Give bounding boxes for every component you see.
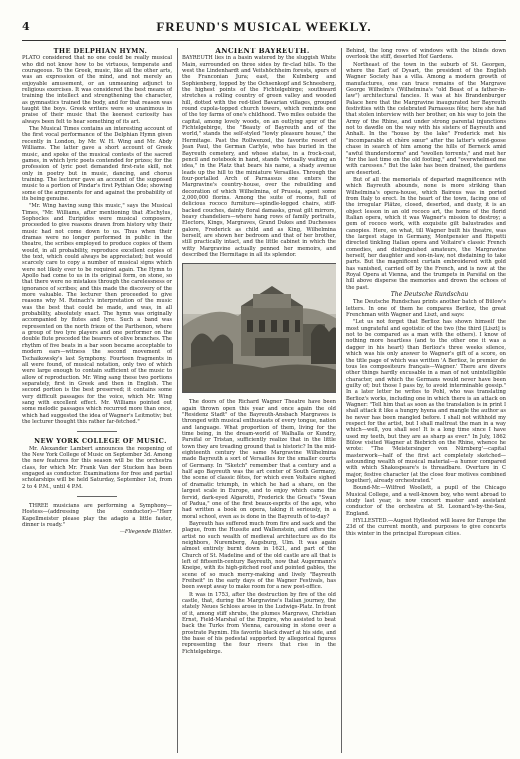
article-paragraph: Bayreuth has suffered much from fire and sack and the plague, from the Hussite and Wallenstein, and offers the artist no such wealth of medieval architecture as do its neighbors, Nuremberg, Augsburg, Ulm. It was again almost entirely burnt down in 1621, and part of the Church of St. Madeline and of the old castle are all that is left of fifteenth-century Bayreuth, now that Augermann's Kneipe, with its high-pitched roof and pointed gables, the scene of so much merry-making and lively "Bayreuth Freiheit" in the early days of the Wagner Festivals, has been swept away to make room for a new post-office. [182, 520, 336, 591]
newspaper-page [22, 18, 506, 753]
news-item: Bound-Mr.—Wilfred Woollett, a pupil of the Chicago Musical College, and a well-known boy, who went abroad to study last year, is now concert master and assistant conductor of the orchestra at St. Leonard's-by-the-Sea, England. [346, 485, 506, 517]
article-paragraph: But of all the memorials of departed magnificence with which Bayreuth abounds, none is more striking than Wilhelmina's opera-house, which Baireus was in ported from Italy to erect. In the heart of the town, facing one of the irregular Plätze, closed, deserted, and dusty, it is an object lesson in an old rococo art, the home of the florid Italian opera, which it was Wagner's mission to destroy; a gem of rococo work, with exquisite gilt balustrades and canopies. Here, on what, till Wagner built his theatre, was the largest stage in Germany, Montpensier and Rispetti directed tinkling Italian opera and Voltaire's classic French comedies, and distinguished amateurs, the Margravine herself, her daughter and son-in-law, not disdaining to take parts. But the magnificent curtain embroidered with gold has vanished, carried off by the French, and is now at the Royal Opera at Vienna, and the trumpets in Parsifal on the hill above disperse the memories and drown the echoes of the past. [346, 176, 506, 291]
masthead [22, 18, 506, 41]
article-paragraph: "Let us not forget that Berlioz has shown himself the most ungrateful and egotistic of the two (the third [Liszt] is not to be compared as a man with the others). I know of nothing more heartless (and to the other one it was a dagger in his heart) than Berlioz's three weeks silence, which was his only answer to Wagner's gift of a score, on the title page of which was written 'A Berlioz, le premier de tous les compositeurs français—Wagner.' There are divers other things hardly excusable in a man of not unintelligible character, and which the Germans would never have been guilty of; but those I pass by, to avoid interminable gossip." In a later letter he writes to Pohl, who was translating Berlioz's works, including one in which there is an attack on Wagner: "Tell him that as soon as the translation is in print I shall attack it like a hungry hyena and mangle the author as he never has been mangled before. I shall not withhold my respect for the artist, but I shall maltreat the man in a way which—well, you shall see! It is a long time since I have used my teeth, but they are as sharp as ever." In July, 1862 Bülow visited Wagner at Biebrich on the Rhine, whence he wrote: "The 'Meistersinger von Nürnberg'—capital masterwork—half of the first act completely sketched—astounding wealth of musical material—a humor compared with which Shakespeare's is threadbare. Overture in C major, festive character (at the close four motives combined together), already orchestrated." [346, 319, 506, 485]
article-heading-ancient-bayreuth: ANCIENT BAYREUTH. [215, 48, 310, 55]
page-number: 4 [22, 20, 30, 33]
news-item: HYLLESTED.—August Hyllested will leave for Europe the 23d of the current month, and purposes to give concerts this winter in the principal European cities. [346, 518, 506, 537]
article-paragraph: The Deutsche Rundschau prints another batch of Bülow's letters. In one of them he compares Berlioz, the great Frenchman with Wagner and Liszt, and says: [346, 299, 506, 319]
anecdote-source: —Fliegende Blätter. [119, 529, 172, 536]
article-paragraph: PLATO considered that no one could be really musical who did not know how to be virtuous, temperate and courageous. To the Greek, music, like all the other arts, was an expression of the mind, and not merely an enjoyable amusement, or an unmeaning adjunct to religious exercises. It was considered the best means of training the intellect and strengthening the character, as gymnastics trained the body, and for that reason was taught the boys. Greek writers were so unanimous in praise of their music that the keenest curiosity has always been felt to hear something of its art. [22, 55, 172, 125]
theatre-engraving-image [183, 264, 336, 392]
article-paragraph: BAYREUTH lies in a basin watered by the sluggish White Main, surrounded on three sides by fir-clad hills. To the west the Lindenhardt and Veitshöchheim forests, spurs of the Franconian Jura; east, the Kulmberg and Sophienberg, topped by the Ochsenkopf and Schneeberg, the highest points of the Fichtelgebirge; southward stretches a rolling country of green valley and wooded hill, dotted with the red-tiled Bavarian villages, grouped round cupola-topped church towers, which reminds one of the toy farms of one's childhood. Two miles outside the capital, among lovely woods, on an outlying spur of the Fichtelgebirge, the "Beauty of Bayreuth and of the world," stands the self-styled "lowly pleasure house," the Hermitage. Past the Rollwenzel, the favorite resort of Jean Paul, the German Carlyle, who has buried in the Bayreuth cemetery, and whose statue, in a frock-coat, pencil and notebook in hand, stands "virtually waiting an idea," in the Platz that bears his name, a shady avenue leads up the hill to the miniature Versailles. Through the four-portalled Arch of Parnassus one enters the Margravine's country-house, over the rebuilding and decoration of which Wilhelmina, of Prussia, spent some 2,000,000 florins. Among the suite of rooms, full of delicious rococo furniture—spindle-legged chairs, stiff-backed couches, dainty floral damasks, great gilt mirrors, heavy chandeliers—where hang rows of family portraits, Electors, Kings, Margraves, Grand Dukes and Duchesses galore, Frederick as child and as King, Wilhelmina herself, are shown her bedroom and that of her brother, still practically intact, and the little cabinet in which the witty Margravine actually penned her memoirs, and described the Hermitage in all its splendor. [182, 55, 336, 258]
section-separator [77, 496, 117, 497]
article-paragraph: Mr. Alexander Lambert announces the reopening of the New York College of Music on September 3d. Among the new features for this season will be the orchestra class, for which Mr. Frank Van der Stucken has been engaged as conductor. Examinations for free and partial scholarships will be held Saturday, September 1st, from 2 to 4 P.M., until 4 P.M. [22, 445, 172, 490]
column-rule [177, 48, 178, 753]
column-right [346, 48, 506, 753]
section-heading-rundschau: The Deutsche Rundschau [390, 291, 469, 299]
article-paragraph: Behind, the long rows of windows with the blinds down overlook the stiff, deserted Hof Gardens. [346, 48, 506, 61]
bayreuth-theatre-illustration [182, 263, 336, 393]
article-paragraph: The doors of the Richard Wagner Theatre have been again thrown open this year and once again the old "Residenz Stadt" of the Bayreuth-Ansbach Margraves is thronged with musical enthusiasts of every tongue, nation and language. What proportion of them, living for the time being, in the dream-world of Walhalla or Kundry, Parsifal or Tristan, sufficiently realize that in the little town they are treading ground that is historic? In the mid-eighteenth century the same Margravine Wilhelmina made Bayreuth a sort of Versailles for the smaller courts of Germany. In "Sketch" remember that a century and a half ago Bayreuth was the art center of South Germany, the scene of classic fêtes, for which even Voltaire sighed of dramatic triumph, in which he had a share, on the largest scale in Europe, and to enjoy which came the fervid, dark-eyed Algarotti, Frederick the Great's "Swan of Padua," one of the first beaux-esprits of the age, who had written a book on opera, taking it seriously, in a moral school, even as is done in the Bayreuth of to-day? [182, 399, 336, 520]
article-heading-delphian-hymn: THE DELPHIAN HYMN. [53, 48, 148, 55]
article-paragraph: It was in 1753, after the destruction by fire of the old castle, that, during the Margravine's Italian journey, the stately Neues Schloss arose in the Ludwigs-Platz. In front of it, among stiff shrubs, the plumes Margrave, Christian Ernst, Field-Marshal of the Empire, who assisted to beat back the Turks from Vienna, carousing in stone over a prostrate Paynim. His favorite black dwarf at his side, and the base of his pedestal supported by allegorical figures representing the four rivers that rise in the Fichtelgebirge. [182, 591, 336, 655]
article-heading-ny-college: NEW YORK COLLEGE OF MUSIC. [34, 437, 167, 446]
column-rule [341, 48, 342, 753]
article-paragraph: The Musical Times contains an interesting account of the first vocal performance of the Delphian Hymn given recently in London, by Mr. W. H. Wing and Mr. Abdy Williams. The latter gave a short account of Greek music, and spoke of the musical contests of the sacred games, in which lyric poets contended for prizes; for the profession of lyric poet demanded first-rate skill, not only in poetry but in music, dancing, and chorus training. The lecturer gave an account of the supposed music to a portion of Pindar's first Pythian Ode; showing some of the arguments for and against the probability of its being genuine. [22, 126, 172, 202]
article-paragraph: Northeast of the town in the suburb of St. Georgen, where the Earl of Dysart, the president of the English Wagner Society has a villa. Among a modern growth of manufactures, one can trace remains of the Margrave George Wilhelm's (Wilhelmina's "old Beast of a father-in-law") architectural fancies. It was at his Brandenburger Palace here that the Margravine inaugurated her Bayreuth festivities with the celebrated Parnassus fête; here she had that stolen interview with her brother, on his way to join the Army of the Rhine, and under strong parental injunctions not to dawdle on the way with his sisters of Bayreuth and Anhalt. In the "house by the lake" Frederick met his "incomparable et chère sœur" after the latter's wild-goose chase in search of him among the hills of Berneck amid "awful thunderstorms" and "swollen torrents," and met her "for the last time on the old footing," and "overwhelmed me with caresses." But the lake has been drained, the gardens are deserted. [346, 61, 506, 176]
column-left [22, 48, 172, 753]
article-paragraph: "Mr. Wing having sung this music," says the Musical Times, "Mr. Williams, after mentioning that Æschylus, Sophocles and Euripides were musical composers, proceeded to give reasons drawn from history why their music had not come down to us. Thus when their dramas were no longer performed in public in the theatre, the scribes employed to produce copies of them would, in all probability, reproduce excellent copies of the text, which could always be appreciated; but would scarcely care to copy a number of musical signs which were not likely ever to be required again. The Hymn to Apollo had come to us in its original form, on stone, so that there were no mistakes through the carelessness or ignorance of scribes; and this made the discovery of the more valuable. The lecturer then proceeded to give reasons why M. Reinach's interpretation of the music was the best that could be made, and was, in all probability, absolutely exact. The hymn was originally accompanied by flutes and lyre. Such a band was represented on the north frieze of the Parthenon, where a group of two lyre players and one performer on the double flute preceded the bearers of olive branches. The rhythm of five beats in a bar soon became acceptable to modern ears—witness the second movement of Tschaikowsky's last Symphony. Fourteen fragments in all were found, of musical notation, only two of which were large enough to contain sufficient of the music to allow of reproduction. Mr. Wing sang these two portions separately, first in Greek and then in English. The second portion is the best preserved; it contains some very difficult passages for the voice, which Mr. Wing sang with excellent effect. Mr. Williams pointed out some melodic passages which recurred more than once, which had suggested the idea of Wagner's Leitmotiv; but the lecturer thought this rather far-fetched." [22, 203, 172, 425]
publication-title: FREUND'S MUSICAL WEEKLY. [156, 19, 372, 34]
section-separator [77, 431, 117, 432]
column-middle [182, 48, 336, 753]
anecdote-paragraph: THREE musicians are performing a Symphony—Hostess—(addressing the conductor)—"Herr Kapellmeister please play the adagio a little faster, dinner is ready." [22, 503, 172, 529]
